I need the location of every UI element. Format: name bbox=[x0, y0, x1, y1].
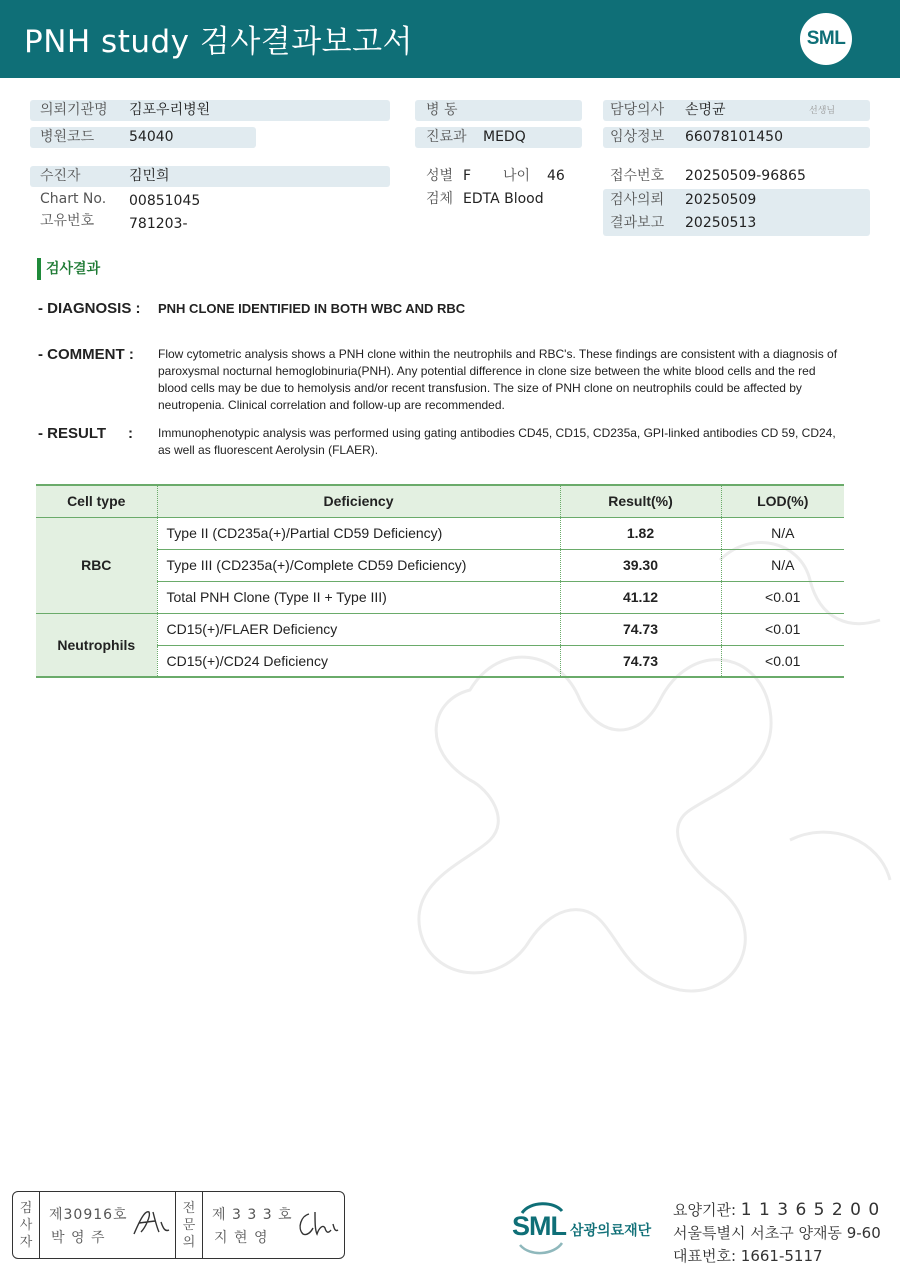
deficiency-cell: CD15(+)/CD24 Deficiency bbox=[157, 645, 560, 677]
age-value: 46 bbox=[547, 168, 565, 184]
institution-value: 김포우리병원 bbox=[129, 102, 211, 118]
clinical-value: 66078101450 bbox=[685, 129, 783, 145]
diagnosis-text: PNH CLONE IDENTIFIED IN BOTH WBC AND RBC bbox=[158, 301, 466, 316]
table-row bbox=[36, 549, 844, 581]
tester-vlabel-char: 검 bbox=[19, 1200, 33, 1216]
result-colon: : bbox=[128, 425, 133, 442]
result-cell: 74.73 bbox=[560, 645, 721, 677]
footer-phone-line bbox=[673, 1245, 823, 1266]
cell-type-neutrophils: Neutrophils bbox=[36, 613, 157, 677]
footer-code-colon: : bbox=[730, 1201, 741, 1219]
specialist-vertical-label bbox=[176, 1192, 202, 1258]
patient-name-label: 수진자 bbox=[40, 168, 81, 184]
table-row bbox=[36, 645, 844, 677]
deficiency-cell: Total PNH Clone (Type II + Type III) bbox=[157, 581, 560, 613]
footer-logo bbox=[512, 1199, 662, 1257]
footer-phone-colon: : bbox=[730, 1247, 741, 1265]
clinical-label: 임상정보 bbox=[610, 129, 665, 145]
sex-value: F bbox=[463, 168, 472, 184]
cell-type-rbc: RBC bbox=[36, 517, 157, 613]
table-row bbox=[36, 581, 844, 613]
hospital-code-value: 54040 bbox=[129, 129, 174, 145]
specialist-vlabel-char: 의 bbox=[182, 1234, 196, 1250]
lod-cell: <0.01 bbox=[721, 581, 844, 613]
result-text: Immunophenotypic analysis was performed using gating antibodies CD45, CD15, CD235a, GPI-linked antibodies CD 59, CD24, as well as fluorescent Aerolysin (FLAER). bbox=[158, 426, 836, 457]
lod-cell: <0.01 bbox=[721, 613, 844, 645]
sex-label: 성별 bbox=[426, 168, 454, 184]
footer-code-line bbox=[673, 1199, 880, 1220]
deficiency-cell: CD15(+)/FLAER Deficiency bbox=[157, 613, 560, 645]
ward-label: 병 동 bbox=[426, 102, 458, 118]
footer-sml-text: SML bbox=[512, 1211, 566, 1241]
request-label: 검사의뢰 bbox=[610, 192, 665, 208]
footer-address: 서울특별시 서초구 양재동 9-60 bbox=[673, 1224, 881, 1242]
footer-code: 1 1 3 6 5 2 0 0 bbox=[740, 1200, 881, 1220]
dept-label: 진료과 bbox=[426, 129, 467, 145]
specialist-vlabel-char: 문 bbox=[182, 1217, 196, 1233]
report-date-value: 20250513 bbox=[685, 215, 757, 231]
report-title: PNH study 검사결과보고서 bbox=[24, 24, 413, 60]
unique-id-value: 781203- bbox=[129, 216, 188, 232]
table-header-row bbox=[36, 485, 844, 517]
header-lod: LOD(%) bbox=[721, 485, 844, 517]
lod-cell: N/A bbox=[721, 517, 844, 549]
specimen-value: EDTA Blood bbox=[463, 191, 544, 207]
footer-phone: 1661-5117 bbox=[740, 1247, 823, 1265]
doctor-value: 손명균 bbox=[685, 102, 726, 118]
header-result: Result(%) bbox=[560, 485, 721, 517]
header-cell-type: Cell type bbox=[36, 485, 157, 517]
specialist-number: 제 3 3 3 호 bbox=[212, 1207, 293, 1223]
doctor-suffix: 선생님 bbox=[809, 106, 836, 116]
diagnosis-label: - DIAGNOSIS : bbox=[38, 300, 141, 317]
specialist-name: 지 현 영 bbox=[214, 1230, 269, 1246]
reception-value: 20250509-96865 bbox=[685, 168, 806, 184]
request-value: 20250509 bbox=[685, 192, 757, 208]
tester-vlabel-char: 자 bbox=[19, 1234, 33, 1250]
signature-box bbox=[12, 1191, 345, 1259]
divider bbox=[202, 1192, 203, 1258]
lod-cell: N/A bbox=[721, 549, 844, 581]
comment-label: - COMMENT : bbox=[38, 346, 134, 363]
doctor-label: 담당의사 bbox=[610, 102, 665, 118]
specialist-signature-icon bbox=[295, 1208, 339, 1240]
header-deficiency: Deficiency bbox=[157, 485, 560, 517]
sml-logo-text: SML bbox=[806, 28, 846, 49]
footer-code-label: 요양기관 bbox=[673, 1201, 731, 1219]
section-title: 검사결과 bbox=[37, 258, 100, 280]
table-row bbox=[36, 517, 844, 549]
reception-label: 접수번호 bbox=[610, 168, 665, 184]
result-cell: 74.73 bbox=[560, 613, 721, 645]
chart-no-label: Chart No. bbox=[40, 191, 107, 207]
hospital-code-label: 병원코드 bbox=[40, 129, 95, 145]
footer-phone-label: 대표번호 bbox=[673, 1247, 731, 1265]
age-label: 나이 bbox=[503, 168, 531, 184]
row-bg-patient bbox=[30, 166, 390, 187]
institution-label: 의뢰기관명 bbox=[40, 102, 108, 118]
divider bbox=[39, 1192, 40, 1258]
tester-vertical-label bbox=[13, 1192, 39, 1258]
result-cell: 1.82 bbox=[560, 517, 721, 549]
result-cell: 39.30 bbox=[560, 549, 721, 581]
specimen-label: 검체 bbox=[426, 191, 454, 207]
result-cell: 41.12 bbox=[560, 581, 721, 613]
unique-id-label: 고유번호 bbox=[40, 213, 95, 229]
report-header bbox=[0, 0, 900, 78]
footer-org-name: 삼광의료재단 bbox=[570, 1223, 652, 1239]
table-row bbox=[36, 613, 844, 645]
tester-signature-icon bbox=[131, 1206, 171, 1240]
comment-text: Flow cytometric analysis shows a PNH clone within the neutrophils and RBC's. These findings are consistent with a diagnosis of paroxysmal nocturnal hemoglobinuria(PNH). Any potential difference in clone size between the white blood cells and the red blood cells may be due to hemolysis and/or recent transfusion. The size of PNH clone on neutrophils could be affected by neutropenia. Clinical correlation and follow-up are recommended. bbox=[158, 347, 838, 412]
tester-name: 박 영 주 bbox=[51, 1230, 106, 1246]
deficiency-cell: Type II (CD235a(+)/Partial CD59 Deficiency) bbox=[157, 517, 560, 549]
chart-no-value: 00851045 bbox=[129, 193, 201, 209]
result-label: - RESULT bbox=[38, 425, 107, 442]
deficiency-cell: Type III (CD235a(+)/Complete CD59 Deficiency) bbox=[157, 549, 560, 581]
tester-vlabel-char: 사 bbox=[19, 1217, 33, 1233]
sml-logo bbox=[800, 13, 852, 65]
results-table bbox=[36, 484, 844, 678]
tester-number: 제30916호 bbox=[49, 1207, 128, 1223]
patient-name-value: 김민희 bbox=[129, 168, 170, 184]
report-date-label: 결과보고 bbox=[610, 215, 665, 231]
lod-cell: <0.01 bbox=[721, 645, 844, 677]
specialist-vlabel-char: 전 bbox=[182, 1200, 196, 1216]
dept-value: MEDQ bbox=[483, 129, 526, 145]
